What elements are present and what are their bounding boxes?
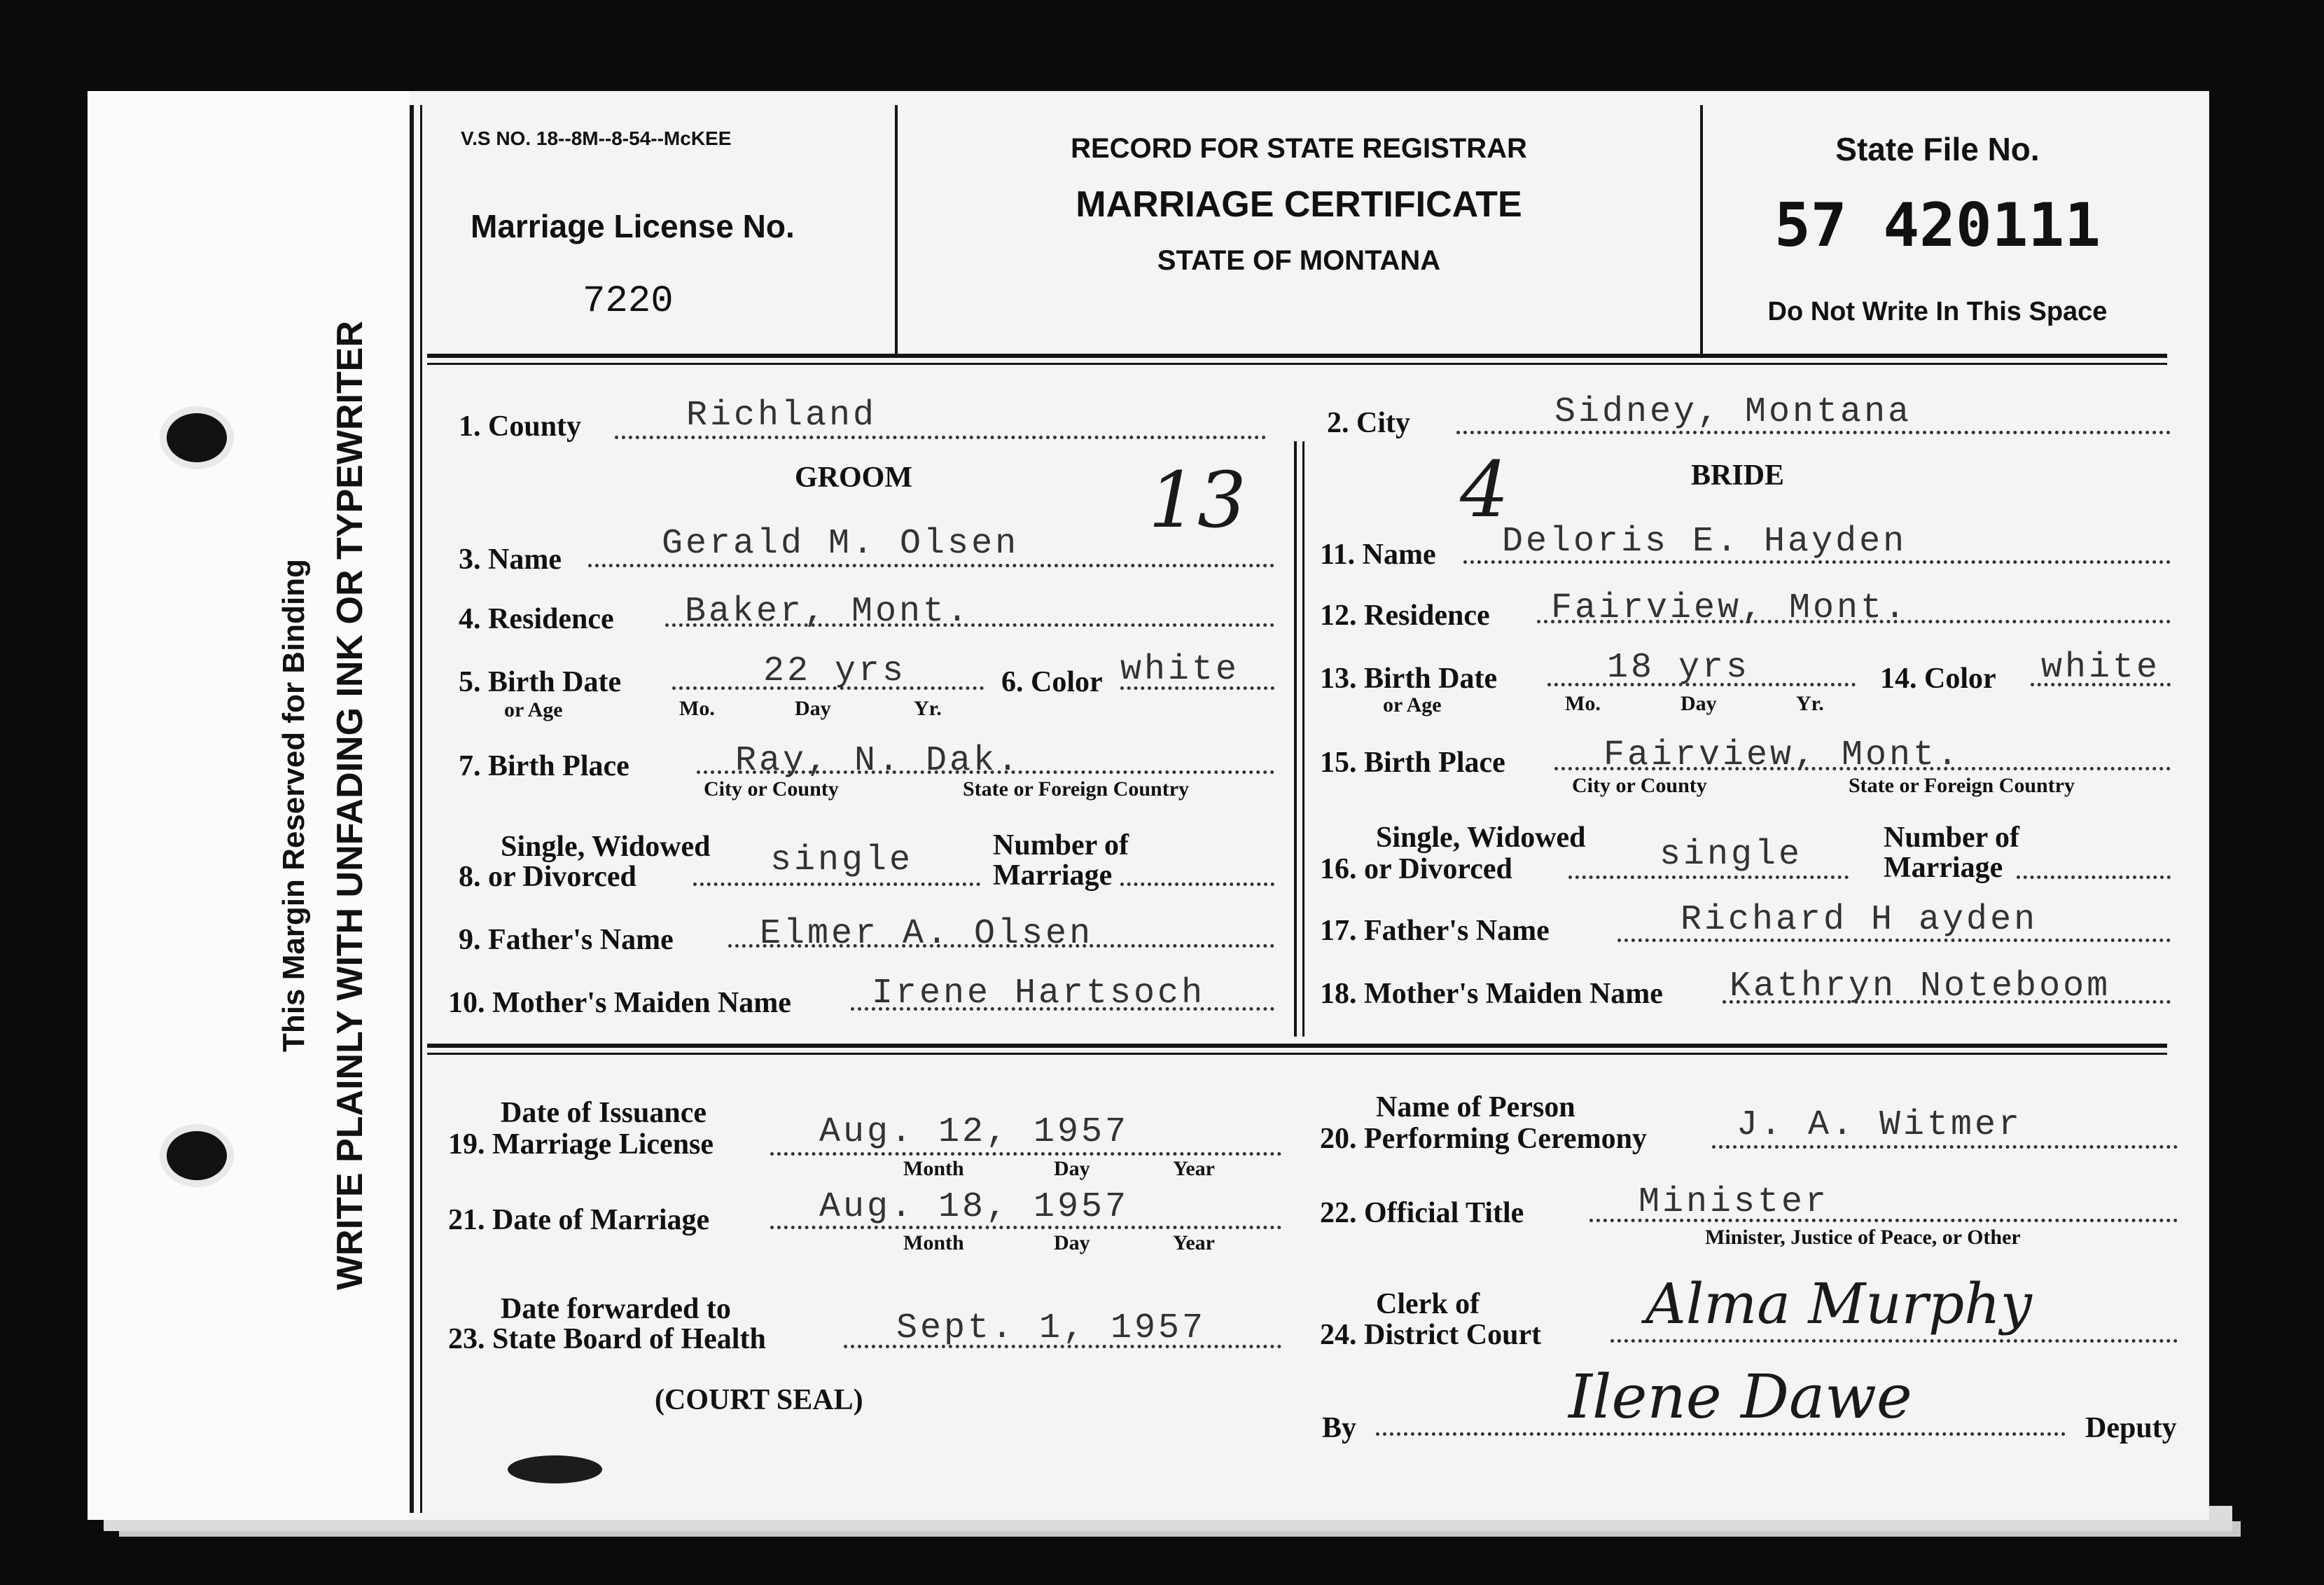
column-divider bbox=[1294, 441, 1297, 1037]
punch-hole bbox=[167, 1131, 227, 1180]
officiant-value: J. A. Witmer bbox=[1737, 1105, 2023, 1145]
official-title-sub: Minister, Justice of Peace, or Other bbox=[1705, 1226, 2021, 1249]
bride-age-value: 18 yrs bbox=[1607, 648, 1751, 688]
groom-age-label: or Age bbox=[504, 698, 563, 721]
marriage-date-value: Aug. 18, 1957 bbox=[819, 1187, 1129, 1227]
county-label: 1. County bbox=[459, 410, 582, 443]
header-title: MARRIAGE CERTIFICATE bbox=[1076, 184, 1522, 225]
groom-name-label: 3. Name bbox=[459, 544, 562, 576]
margin-rule bbox=[410, 105, 414, 1513]
bride-birthplace-value: Fairview, Mont. bbox=[1603, 735, 1961, 775]
license-label: Marriage License No. bbox=[471, 208, 795, 244]
bride-father-value: Richard H ayden bbox=[1681, 900, 2038, 940]
bride-state-country-label: State or Foreign Country bbox=[1849, 774, 2075, 797]
seal-mark bbox=[508, 1455, 602, 1483]
groom-father-label: 9. Father's Name bbox=[459, 924, 674, 956]
bride-color-label: 14. Color bbox=[1880, 663, 1996, 695]
groom-number-label-b: Marriage bbox=[993, 859, 1113, 892]
bride-residence-value: Fairview, Mont. bbox=[1551, 588, 1909, 628]
groom-residence-value: Baker, Mont. bbox=[685, 592, 971, 632]
bride-status-label-b: 16. or Divorced bbox=[1320, 853, 1512, 885]
groom-state-country-label: State or Foreign Country bbox=[963, 777, 1190, 801]
deputy-line bbox=[1376, 1432, 2066, 1436]
groom-number-label-a: Number of bbox=[993, 829, 1129, 861]
groom-age-value: 22 yrs bbox=[763, 651, 907, 691]
city-label: 2. City bbox=[1327, 407, 1410, 439]
header-rule bbox=[427, 354, 2167, 358]
bride-mother-label: 18. Mother's Maiden Name bbox=[1320, 978, 1663, 1010]
marriage-day-label: Day bbox=[1054, 1231, 1090, 1254]
marriage-year-label: Year bbox=[1173, 1231, 1215, 1254]
issuance-label-b: 19. Marriage License bbox=[448, 1128, 714, 1161]
issuance-line bbox=[770, 1152, 1281, 1156]
groom-day-label: Day bbox=[795, 697, 831, 720]
clerk-line bbox=[1610, 1339, 2178, 1343]
city-value: Sidney, Montana bbox=[1554, 392, 1912, 432]
groom-mother-value: Irene Hartsoch bbox=[872, 974, 1206, 1013]
marriage-month-label: Month bbox=[903, 1231, 964, 1254]
section-rule bbox=[427, 1044, 2167, 1048]
punch-hole bbox=[167, 413, 227, 462]
bride-number-label-b: Marriage bbox=[1884, 852, 2003, 884]
county-line bbox=[615, 436, 1266, 439]
bride-status-label-a: Single, Widowed bbox=[1376, 822, 1586, 854]
deputy-signature: Ilene Dawe bbox=[1568, 1362, 1912, 1432]
bride-yr-label: Yr. bbox=[1796, 692, 1824, 715]
groom-birthdate-label: 5. Birth Date bbox=[459, 666, 622, 698]
bride-mother-value: Kathryn Noteboom bbox=[1730, 967, 2111, 1006]
clerk-label-b: 24. District Court bbox=[1320, 1319, 1542, 1351]
groom-status-value: single bbox=[770, 840, 914, 880]
bride-color-value: white bbox=[2041, 648, 2161, 688]
groom-mo-label: Mo. bbox=[679, 697, 715, 720]
officiant-label-a: Name of Person bbox=[1376, 1091, 1575, 1123]
bride-mark: 4 bbox=[1460, 445, 1509, 534]
bride-birthplace-label: 15. Birth Place bbox=[1320, 747, 1505, 779]
header-state: STATE OF MONTANA bbox=[1157, 245, 1441, 276]
groom-yr-label: Yr. bbox=[914, 697, 942, 720]
by-label: By bbox=[1322, 1412, 1357, 1444]
official-title-value: Minister bbox=[1638, 1182, 1830, 1222]
groom-birthplace-value: Ray, N. Dak. bbox=[735, 741, 1022, 781]
clerk-label-a: Clerk of bbox=[1376, 1288, 1480, 1320]
marriage-date-label: 21. Date of Marriage bbox=[448, 1204, 710, 1236]
bride-father-label: 17. Father's Name bbox=[1320, 915, 1550, 947]
groom-name-value: Gerald M. Olsen bbox=[662, 524, 1020, 564]
bride-city-county-label: City or County bbox=[1572, 774, 1707, 797]
bride-name-value: Deloris E. Hayden bbox=[1502, 522, 1907, 562]
groom-color-label: 6. Color bbox=[1001, 666, 1103, 698]
margin-binding-text: This Margin Reserved for Binding bbox=[277, 558, 311, 1053]
margin-instruction-text: WRITE PLAINLY WITH UNFADING INK OR TYPEWRITER bbox=[330, 321, 370, 1290]
margin-rule bbox=[420, 105, 422, 1513]
groom-city-county-label: City or County bbox=[704, 777, 839, 801]
groom-heading: GROOM bbox=[795, 462, 912, 494]
bride-heading: BRIDE bbox=[1691, 459, 1785, 492]
issuance-day-label: Day bbox=[1054, 1157, 1090, 1180]
bride-day-label: Day bbox=[1681, 692, 1717, 715]
deputy-label: Deputy bbox=[2085, 1412, 2177, 1444]
form-number: V.S NO. 18--8M--8-54--McKEE bbox=[461, 127, 732, 149]
groom-number-line bbox=[1120, 883, 1274, 886]
section-rule bbox=[427, 1053, 2167, 1055]
bride-mo-label: Mo. bbox=[1565, 692, 1601, 715]
bride-residence-label: 12. Residence bbox=[1320, 600, 1490, 632]
groom-name-line bbox=[588, 564, 1274, 567]
groom-father-value: Elmer A. Olsen bbox=[760, 914, 1094, 954]
clerk-signature: Alma Murphy bbox=[1645, 1271, 2032, 1336]
bride-number-label-a: Number of bbox=[1884, 822, 2020, 854]
groom-status-label-b: 8. or Divorced bbox=[459, 861, 636, 893]
issuance-month-label: Month bbox=[903, 1157, 964, 1180]
no-write-note: Do Not Write In This Space bbox=[1767, 297, 2108, 326]
state-file-number: 57 420111 bbox=[1774, 191, 2101, 261]
groom-status-label-a: Single, Widowed bbox=[501, 831, 711, 863]
groom-mark: 13 bbox=[1148, 455, 1246, 545]
forwarded-label-a: Date forwarded to bbox=[501, 1293, 731, 1325]
court-seal-label: (COURT SEAL) bbox=[655, 1384, 863, 1416]
groom-status-line bbox=[693, 883, 980, 886]
state-file-label: State File No. bbox=[1835, 131, 2040, 167]
column-divider bbox=[1302, 441, 1304, 1037]
bride-age-label: or Age bbox=[1383, 693, 1442, 717]
forwarded-value: Sept. 1, 1957 bbox=[896, 1308, 1206, 1348]
header-record: RECORD FOR STATE REGISTRAR bbox=[1071, 133, 1527, 164]
bride-birthdate-label: 13. Birth Date bbox=[1320, 663, 1498, 695]
groom-residence-label: 4. Residence bbox=[459, 603, 614, 635]
issuance-year-label: Year bbox=[1173, 1157, 1215, 1180]
groom-mother-label: 10. Mother's Maiden Name bbox=[448, 987, 791, 1019]
license-number: 7220 bbox=[583, 280, 674, 323]
issuance-label-a: Date of Issuance bbox=[501, 1097, 707, 1129]
groom-color-value: white bbox=[1120, 650, 1240, 690]
official-title-label: 22. Official Title bbox=[1320, 1197, 1524, 1229]
bride-status-line bbox=[1568, 875, 1849, 879]
groom-birthplace-label: 7. Birth Place bbox=[459, 750, 629, 782]
bride-name-label: 11. Name bbox=[1320, 539, 1436, 571]
bride-status-value: single bbox=[1659, 835, 1803, 875]
forwarded-label-b: 23. State Board of Health bbox=[448, 1323, 766, 1355]
officiant-line bbox=[1712, 1145, 2178, 1149]
header-rule bbox=[427, 363, 2167, 365]
county-value: Richland bbox=[686, 396, 877, 436]
officiant-label-b: 20. Performing Ceremony bbox=[1320, 1123, 1647, 1155]
bride-number-line bbox=[2017, 875, 2171, 879]
issuance-value: Aug. 12, 1957 bbox=[819, 1112, 1129, 1152]
